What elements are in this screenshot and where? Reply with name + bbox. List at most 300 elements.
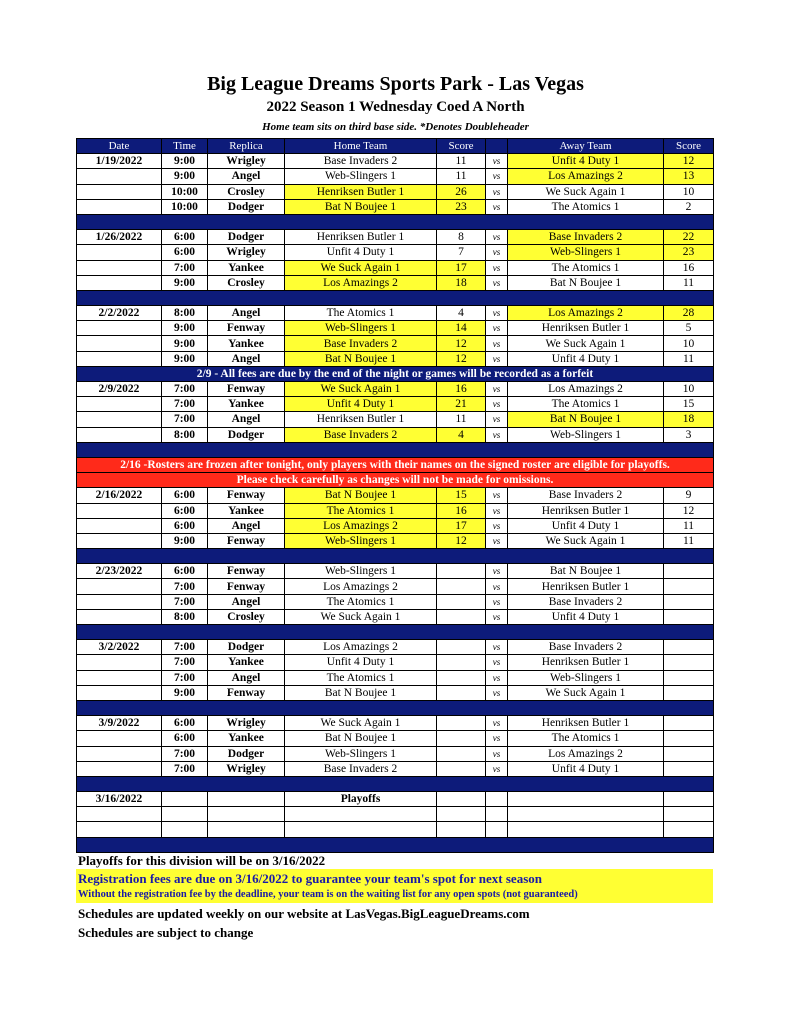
col-time-header: Time: [162, 139, 208, 154]
game-row: [77, 822, 714, 837]
date-cell: [77, 260, 162, 275]
away-score-cell: 22: [664, 230, 714, 245]
time-cell: 7:00: [162, 594, 208, 609]
vs-cell: vs: [486, 579, 508, 594]
week-separator: [77, 290, 714, 305]
away-team-cell: Henriksen Butler 1: [508, 321, 664, 336]
game-row: [77, 533, 714, 548]
home-score-cell: 11: [437, 412, 486, 427]
game-row: [77, 169, 714, 184]
replica-cell: Crosley: [208, 275, 285, 290]
away-team-cell: Los Amazings 2: [508, 169, 664, 184]
date-cell: [77, 336, 162, 351]
vs-cell: vs: [486, 427, 508, 442]
date-cell: [77, 503, 162, 518]
away-score-cell: 3: [664, 427, 714, 442]
waiting-list-text: Without the registration fee by the deadline, your team is on the waiting list for any open spots (not guaranteed): [78, 889, 578, 900]
away-score-cell: 10: [664, 336, 714, 351]
replica-cell: Yankee: [208, 260, 285, 275]
home-score-cell: [437, 685, 486, 700]
replica-cell: Fenway: [208, 382, 285, 397]
home-score-cell: 4: [437, 427, 486, 442]
home-team-cell: Base Invaders 2: [285, 154, 437, 169]
away-team-cell: Unfit 4 Duty 1: [508, 351, 664, 366]
website-updates-text: Schedules are updated weekly on our website at LasVegas.BigLeagueDreams.com: [78, 906, 530, 921]
away-team-cell: Los Amazings 2: [508, 746, 664, 761]
date-cell: [77, 670, 162, 685]
home-score-cell: 16: [437, 382, 486, 397]
home-team-cell: Web-Slingers 1: [285, 564, 437, 579]
vs-cell: vs: [486, 306, 508, 321]
date-cell: [77, 609, 162, 624]
home-team-cell: Bat N Boujee 1: [285, 488, 437, 503]
away-score-cell: [664, 579, 714, 594]
replica-cell: [208, 792, 285, 807]
home-team-cell: The Atomics 1: [285, 594, 437, 609]
home-score-cell: [437, 716, 486, 731]
vs-cell: vs: [486, 199, 508, 214]
away-team-cell: Los Amazings 2: [508, 382, 664, 397]
time-cell: 7:00: [162, 640, 208, 655]
home-score-cell: 4: [437, 306, 486, 321]
date-cell: [77, 761, 162, 776]
home-team-cell: Henriksen Butler 1: [285, 412, 437, 427]
away-team-cell: Base Invaders 2: [508, 594, 664, 609]
home-team-cell: Web-Slingers 1: [285, 321, 437, 336]
separator-cell: [77, 549, 714, 564]
away-score-cell: 15: [664, 397, 714, 412]
time-cell: 9:00: [162, 275, 208, 290]
replica-cell: Yankee: [208, 655, 285, 670]
game-row: [77, 306, 714, 321]
time-cell: 7:00: [162, 397, 208, 412]
home-team-cell: Playoffs: [285, 792, 437, 807]
replica-cell: Dodger: [208, 199, 285, 214]
home-team-cell: Base Invaders 2: [285, 427, 437, 442]
date-cell: [77, 822, 162, 837]
col-away-score-header: Score: [664, 139, 714, 154]
home-team-cell: Web-Slingers 1: [285, 169, 437, 184]
date-cell: 2/23/2022: [77, 564, 162, 579]
home-team-cell: Bat N Boujee 1: [285, 199, 437, 214]
time-cell: 6:00: [162, 488, 208, 503]
game-row: [77, 518, 714, 533]
away-team-cell: Unfit 4 Duty 1: [508, 154, 664, 169]
time-cell: 7:00: [162, 260, 208, 275]
home-team-cell: The Atomics 1: [285, 503, 437, 518]
separator-cell: [77, 625, 714, 640]
vs-cell: vs: [486, 746, 508, 761]
home-team-cell: We Suck Again 1: [285, 716, 437, 731]
replica-cell: Angel: [208, 306, 285, 321]
time-cell: 7:00: [162, 655, 208, 670]
date-cell: [77, 184, 162, 199]
week-separator: [77, 214, 714, 229]
away-team-cell: We Suck Again 1: [508, 336, 664, 351]
away-team-cell: [508, 792, 664, 807]
replica-cell: Fenway: [208, 685, 285, 700]
replica-cell: Dodger: [208, 746, 285, 761]
game-row: [77, 579, 714, 594]
away-score-cell: [664, 807, 714, 822]
vs-cell: vs: [486, 594, 508, 609]
home-team-cell: The Atomics 1: [285, 670, 437, 685]
game-row: [77, 564, 714, 579]
time-cell: 9:00: [162, 154, 208, 169]
time-cell: 10:00: [162, 199, 208, 214]
alert-row: [77, 473, 714, 488]
time-cell: 10:00: [162, 184, 208, 199]
notice-text: 2/9 - All fees are due by the end of the night or games will be recorded as a forfeit: [77, 366, 714, 381]
home-score-cell: 8: [437, 230, 486, 245]
time-cell: 6:00: [162, 503, 208, 518]
away-team-cell: Base Invaders 2: [508, 640, 664, 655]
away-score-cell: 18: [664, 412, 714, 427]
game-row: [77, 199, 714, 214]
replica-cell: Yankee: [208, 731, 285, 746]
time-cell: 6:00: [162, 731, 208, 746]
away-team-cell: Bat N Boujee 1: [508, 564, 664, 579]
home-score-cell: [437, 670, 486, 685]
time-cell: 7:00: [162, 670, 208, 685]
game-row: [77, 427, 714, 442]
date-cell: [77, 351, 162, 366]
time-cell: 6:00: [162, 230, 208, 245]
home-score-cell: 21: [437, 397, 486, 412]
replica-cell: Angel: [208, 518, 285, 533]
replica-cell: Angel: [208, 670, 285, 685]
home-score-cell: [437, 594, 486, 609]
home-score-cell: 26: [437, 184, 486, 199]
away-team-cell: Web-Slingers 1: [508, 670, 664, 685]
vs-cell: vs: [486, 154, 508, 169]
alert-text: 2/16 -Rosters are frozen after tonight, only players with their names on the signed roster are eligible for playoffs.: [77, 457, 714, 472]
away-score-cell: 28: [664, 306, 714, 321]
away-score-cell: [664, 655, 714, 670]
home-score-cell: 18: [437, 275, 486, 290]
vs-cell: vs: [486, 336, 508, 351]
game-row: [77, 321, 714, 336]
vs-cell: vs: [486, 169, 508, 184]
date-cell: [77, 321, 162, 336]
home-team-cell: Unfit 4 Duty 1: [285, 397, 437, 412]
schedule-body: [77, 154, 714, 853]
replica-cell: Fenway: [208, 488, 285, 503]
home-score-cell: [437, 655, 486, 670]
time-cell: 6:00: [162, 245, 208, 260]
time-cell: 7:00: [162, 382, 208, 397]
date-cell: [77, 412, 162, 427]
date-cell: [77, 685, 162, 700]
date-cell: [77, 397, 162, 412]
date-cell: 1/19/2022: [77, 154, 162, 169]
away-score-cell: 10: [664, 184, 714, 199]
home-team-cell: Henriksen Butler 1: [285, 184, 437, 199]
vs-cell: vs: [486, 275, 508, 290]
col-date-header: Date: [77, 139, 162, 154]
time-cell: [162, 807, 208, 822]
playoffs-date-text: Playoffs for this division will be on 3/16/2022: [78, 853, 326, 868]
away-score-cell: 23: [664, 245, 714, 260]
away-team-cell: Henriksen Butler 1: [508, 716, 664, 731]
home-score-cell: [437, 579, 486, 594]
replica-cell: Crosley: [208, 184, 285, 199]
date-cell: [77, 199, 162, 214]
vs-cell: vs: [486, 412, 508, 427]
date-cell: [77, 579, 162, 594]
home-score-cell: 15: [437, 488, 486, 503]
week-separator: [77, 625, 714, 640]
replica-cell: Angel: [208, 412, 285, 427]
date-cell: [77, 533, 162, 548]
away-score-cell: 10: [664, 382, 714, 397]
replica-cell: Yankee: [208, 336, 285, 351]
col-away-team-header: Away Team: [508, 139, 664, 154]
away-team-cell: Base Invaders 2: [508, 230, 664, 245]
date-cell: [77, 655, 162, 670]
home-team-cell: We Suck Again 1: [285, 382, 437, 397]
away-team-cell: Unfit 4 Duty 1: [508, 518, 664, 533]
replica-cell: Dodger: [208, 230, 285, 245]
home-score-cell: 17: [437, 518, 486, 533]
home-score-cell: 7: [437, 245, 486, 260]
home-team-cell: Los Amazings 2: [285, 275, 437, 290]
away-score-cell: [664, 716, 714, 731]
separator-cell: [77, 442, 714, 457]
schedule-table: [76, 138, 714, 853]
game-row: [77, 594, 714, 609]
game-row: [77, 184, 714, 199]
date-cell: [77, 518, 162, 533]
date-cell: [77, 427, 162, 442]
vs-cell: vs: [486, 382, 508, 397]
away-team-cell: The Atomics 1: [508, 397, 664, 412]
game-row: [77, 746, 714, 761]
game-row: [77, 382, 714, 397]
home-team-cell: [285, 822, 437, 837]
away-team-cell: We Suck Again 1: [508, 184, 664, 199]
week-separator: [77, 549, 714, 564]
time-cell: 8:00: [162, 427, 208, 442]
vs-cell: vs: [486, 640, 508, 655]
game-row: [77, 807, 714, 822]
separator-cell: [77, 700, 714, 715]
separator-cell: [77, 214, 714, 229]
col-home-team-header: Home Team: [285, 139, 437, 154]
col-home-score-header: Score: [437, 139, 486, 154]
game-row: [77, 503, 714, 518]
col-replica-header: Replica: [208, 139, 285, 154]
time-cell: 9:00: [162, 685, 208, 700]
away-score-cell: [664, 640, 714, 655]
away-team-cell: Base Invaders 2: [508, 488, 664, 503]
date-cell: [77, 275, 162, 290]
game-row: [77, 655, 714, 670]
replica-cell: Crosley: [208, 609, 285, 624]
replica-cell: Wrigley: [208, 761, 285, 776]
vs-cell: vs: [486, 655, 508, 670]
replica-cell: Wrigley: [208, 716, 285, 731]
home-team-cell: We Suck Again 1: [285, 260, 437, 275]
away-score-cell: [664, 564, 714, 579]
week-separator: [77, 776, 714, 791]
away-team-cell: The Atomics 1: [508, 731, 664, 746]
time-cell: 9:00: [162, 533, 208, 548]
game-row: [77, 275, 714, 290]
away-team-cell: Web-Slingers 1: [508, 245, 664, 260]
vs-cell: vs: [486, 761, 508, 776]
away-score-cell: [664, 761, 714, 776]
date-cell: 2/16/2022: [77, 488, 162, 503]
away-score-cell: [664, 822, 714, 837]
time-cell: 9:00: [162, 321, 208, 336]
date-cell: 3/9/2022: [77, 716, 162, 731]
vs-cell: [486, 792, 508, 807]
away-team-cell: Henriksen Butler 1: [508, 655, 664, 670]
home-team-cell: Los Amazings 2: [285, 579, 437, 594]
away-team-cell: Unfit 4 Duty 1: [508, 761, 664, 776]
home-score-cell: 16: [437, 503, 486, 518]
replica-cell: [208, 822, 285, 837]
home-score-cell: [437, 640, 486, 655]
vs-cell: [486, 807, 508, 822]
vs-cell: vs: [486, 716, 508, 731]
away-team-cell: Web-Slingers 1: [508, 427, 664, 442]
away-score-cell: 11: [664, 351, 714, 366]
away-team-cell: Unfit 4 Duty 1: [508, 609, 664, 624]
date-cell: 2/9/2022: [77, 382, 162, 397]
away-score-cell: 11: [664, 518, 714, 533]
page-subtitle: 2022 Season 1 Wednesday Coed A North: [266, 99, 525, 115]
schedule-note: Home team sits on third base side. *Denotes Doubleheader: [262, 121, 529, 133]
page-title: Big League Dreams Sports Park - Las Vegas: [207, 73, 584, 95]
game-row: [77, 245, 714, 260]
home-team-cell: We Suck Again 1: [285, 609, 437, 624]
home-score-cell: 11: [437, 154, 486, 169]
home-team-cell: Los Amazings 2: [285, 640, 437, 655]
game-row: [77, 716, 714, 731]
replica-cell: Wrigley: [208, 154, 285, 169]
time-cell: 7:00: [162, 746, 208, 761]
home-score-cell: [437, 792, 486, 807]
vs-cell: vs: [486, 260, 508, 275]
date-cell: [77, 731, 162, 746]
away-team-cell: Henriksen Butler 1: [508, 503, 664, 518]
game-row: [77, 792, 714, 807]
time-cell: 9:00: [162, 169, 208, 184]
date-cell: [77, 594, 162, 609]
game-row: [77, 412, 714, 427]
header-row: [77, 139, 714, 154]
separator-cell: [77, 837, 714, 852]
away-team-cell: We Suck Again 1: [508, 685, 664, 700]
time-cell: [162, 822, 208, 837]
replica-cell: Fenway: [208, 321, 285, 336]
home-team-cell: Bat N Boujee 1: [285, 731, 437, 746]
date-cell: 1/26/2022: [77, 230, 162, 245]
home-team-cell: Web-Slingers 1: [285, 746, 437, 761]
replica-cell: Angel: [208, 594, 285, 609]
away-team-cell: Henriksen Butler 1: [508, 579, 664, 594]
game-row: [77, 351, 714, 366]
time-cell: [162, 792, 208, 807]
home-score-cell: 12: [437, 533, 486, 548]
away-score-cell: 13: [664, 169, 714, 184]
game-row: [77, 685, 714, 700]
notice-row: [77, 366, 714, 381]
home-score-cell: 12: [437, 351, 486, 366]
time-cell: 6:00: [162, 564, 208, 579]
away-score-cell: [664, 685, 714, 700]
home-score-cell: [437, 761, 486, 776]
replica-cell: Fenway: [208, 533, 285, 548]
time-cell: 8:00: [162, 306, 208, 321]
away-score-cell: [664, 594, 714, 609]
game-row: [77, 488, 714, 503]
vs-cell: vs: [486, 518, 508, 533]
date-cell: 2/2/2022: [77, 306, 162, 321]
game-row: [77, 731, 714, 746]
week-separator: [77, 837, 714, 852]
vs-cell: [486, 822, 508, 837]
subject-to-change-text: Schedules are subject to change: [78, 925, 254, 940]
away-team-cell: [508, 822, 664, 837]
replica-cell: Dodger: [208, 640, 285, 655]
home-team-cell: Web-Slingers 1: [285, 533, 437, 548]
home-score-cell: [437, 822, 486, 837]
vs-cell: vs: [486, 488, 508, 503]
away-score-cell: [664, 792, 714, 807]
vs-cell: vs: [486, 245, 508, 260]
vs-cell: vs: [486, 564, 508, 579]
time-cell: 9:00: [162, 336, 208, 351]
home-team-cell: Henriksen Butler 1: [285, 230, 437, 245]
away-score-cell: 5: [664, 321, 714, 336]
vs-cell: vs: [486, 731, 508, 746]
home-score-cell: [437, 564, 486, 579]
replica-cell: Fenway: [208, 579, 285, 594]
home-team-cell: Bat N Boujee 1: [285, 685, 437, 700]
date-cell: [77, 169, 162, 184]
home-team-cell: Unfit 4 Duty 1: [285, 655, 437, 670]
away-score-cell: [664, 609, 714, 624]
home-score-cell: [437, 609, 486, 624]
game-row: [77, 609, 714, 624]
away-score-cell: 12: [664, 154, 714, 169]
game-row: [77, 397, 714, 412]
date-cell: 3/16/2022: [77, 792, 162, 807]
game-row: [77, 670, 714, 685]
home-team-cell: [285, 807, 437, 822]
away-score-cell: 9: [664, 488, 714, 503]
home-score-cell: 12: [437, 336, 486, 351]
replica-cell: Yankee: [208, 503, 285, 518]
vs-cell: vs: [486, 609, 508, 624]
time-cell: 7:00: [162, 579, 208, 594]
home-score-cell: [437, 807, 486, 822]
date-cell: [77, 746, 162, 761]
away-score-cell: [664, 670, 714, 685]
away-score-cell: 16: [664, 260, 714, 275]
vs-cell: vs: [486, 685, 508, 700]
away-team-cell: Los Amazings 2: [508, 306, 664, 321]
away-score-cell: 11: [664, 533, 714, 548]
home-score-cell: 17: [437, 260, 486, 275]
separator-cell: [77, 290, 714, 305]
date-cell: 3/2/2022: [77, 640, 162, 655]
date-cell: [77, 245, 162, 260]
away-score-cell: 11: [664, 275, 714, 290]
